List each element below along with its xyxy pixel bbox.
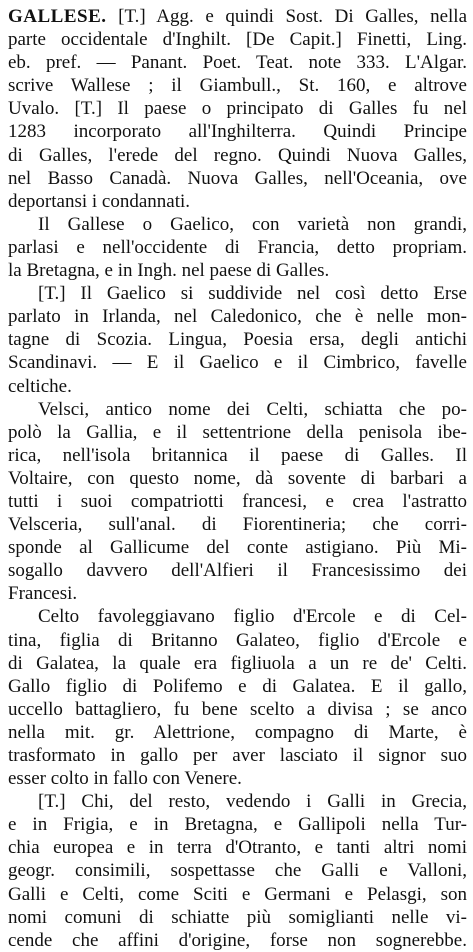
text-line: Uvalo. [T.] Il paese o principato di Galles fu nel [8, 98, 467, 120]
text-line: sogallo davvero dell'Alfieri il Francesissimo dei [8, 560, 467, 582]
text-line: cende che affini d'origine, forse non sognerebbe. [8, 929, 467, 951]
text-line: nella mit. gr. Alettrione, compagno di Marte, è [8, 721, 467, 743]
text-line: geogr. consimili, sospettasse che Galli e Valloni, [8, 860, 467, 882]
text-line: esser colto in fallo con Venere. [8, 768, 242, 790]
text-line: nomi comuni di schiatte più somiglianti nelle vi- [8, 906, 467, 928]
text-line: Celto favoleggiavano figlio d'Ercole e di Cel- [38, 606, 467, 628]
text-line: Il Gallese o Gaelico, con varietà non grandi, [38, 213, 467, 235]
text-body [8, 28, 467, 952]
text-line [8, 5, 467, 28]
text-line: 1283 incorporato all'Inghilterra. Quindi Principe [8, 121, 467, 143]
text-line: parte occidentale d'Inghilt. [De Capit.] Finetti, Ling. [8, 29, 467, 51]
text-line: rica, nell'isola britannica il paese di Galles. Il [8, 444, 467, 466]
text-line: [T.] Chi, del resto, vedendo i Galli in Grecia, [38, 791, 467, 813]
text-line: tina, figlia di Britanno Galateo, figlio d'Ercole e [8, 629, 467, 651]
text-line: tutti i suoi compatriotti francesi, e crea l'astratto [8, 490, 467, 512]
text-line: sponde al Gallicume del conte astigiano. Più Mi- [8, 537, 467, 559]
text-line: [T.] Il Gaelico si suddivide nel così detto Erse [38, 283, 467, 305]
text-line: Voltaire, con questo nome, dà sovente di barbari a [8, 467, 467, 489]
text-line: e in Frigia, e in Bretagna, e Gallipoli nella Tur- [8, 814, 467, 836]
entry-gallese [8, 5, 467, 28]
text-line: Francesi. [8, 583, 78, 605]
text-line: Scandinavi. — E il Gaelico e il Cimbrico, favelle [8, 352, 467, 374]
text-line: di Galles, l'erede del regno. Quindi Nuova Galles, [8, 144, 467, 166]
text-line: deportansi i condannati. [8, 190, 191, 212]
text-line: celtiche. [8, 375, 72, 397]
text-line: chia europea e in terra d'Otranto, e tanti altri nomi [8, 837, 467, 859]
text-line: polò la Gallia, e il settentrione della penisola ibe- [8, 421, 467, 443]
headword-definition: [T.] Agg. e quindi Sost. Di Galles, nella [106, 6, 467, 27]
text-line: parlasi e nell'occidente di Francia, detto propriam. [8, 236, 467, 258]
text-line: uccello battagliero, fu bene scelto a divisa ; se anco [8, 698, 467, 720]
text-line: di Galatea, la quale era figliuola a un re de' Celti. [8, 652, 467, 674]
text-line: tagne di Scozia. Lingua, Poesia ersa, degli antichi [8, 329, 467, 351]
text-line: parlato in Irlanda, nel Caledonico, che è nelle mon- [8, 306, 467, 328]
text-line: Gallo figlio di Polifemo e di Galatea. E il gallo, [8, 675, 467, 697]
text-line: Velsci, antico nome dei Celti, schiatta che po- [38, 398, 467, 420]
text-line: Velsceria, sull'anal. di Fiorentineria; che corri- [8, 514, 467, 536]
text-line: Galli e Celti, come Sciti e Germani e Pelasgi, son [8, 883, 467, 905]
text-line: nel Basso Canadà. Nuova Galles, nell'Oceania, ove [8, 167, 467, 189]
headword: GALLESE. [8, 6, 107, 27]
text-line: trasformato in gallo per aver lasciato il signor suo [8, 745, 467, 766]
text-line: scrive Wallese ; il Giambull., St. 160, e altrove [8, 75, 467, 97]
text-line: eb. pref. — Panant. Poet. Teat. note 333. L'Algar. [8, 52, 467, 74]
text-line: la Bretagna, e in Ingh. nel paese di Galles. [8, 260, 330, 282]
